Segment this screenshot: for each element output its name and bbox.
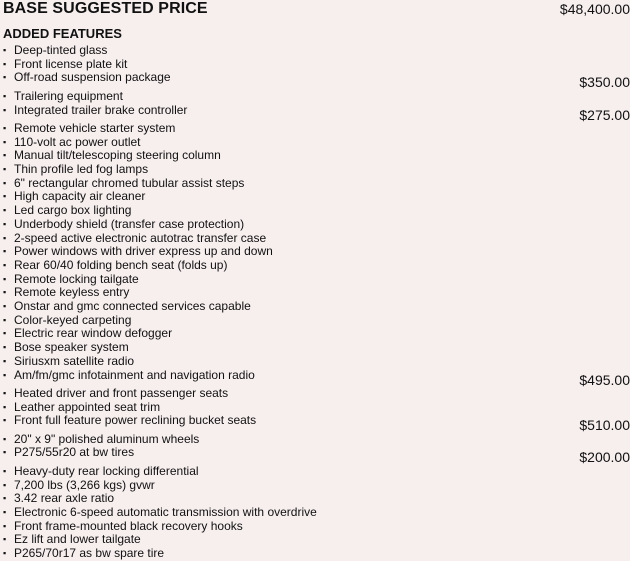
- bullet-icon: ▪: [3, 45, 7, 55]
- bullet-icon: ▪: [3, 401, 7, 412]
- feature-item: [3, 465, 630, 479]
- feature-item: [3, 414, 630, 432]
- bullet-icon: ▪: [3, 493, 7, 504]
- feature-item: [3, 245, 630, 259]
- feature-price: $275.00: [579, 106, 630, 123]
- bullet-icon: ▪: [3, 104, 7, 115]
- bullet-icon: ▪: [3, 164, 7, 174]
- bullet-icon: ▪: [3, 548, 7, 559]
- feature-item: [3, 300, 630, 314]
- feature-item: [3, 369, 630, 387]
- feature-item: [3, 218, 630, 232]
- feature-item: [3, 286, 630, 300]
- feature-item: [3, 149, 630, 163]
- feature-item: [3, 533, 630, 547]
- added-features-heading: ADDED FEATURES: [3, 26, 122, 41]
- feature-item: [3, 71, 630, 89]
- feature-label: Heavy-duty rear locking differential: [14, 463, 199, 478]
- feature-item: [3, 190, 630, 204]
- feature-item: [3, 355, 630, 369]
- feature-item: [3, 104, 630, 122]
- feature-label: Remote vehicle starter system: [14, 120, 176, 135]
- bullet-icon: ▪: [3, 58, 7, 69]
- bullet-icon: ▪: [3, 246, 7, 257]
- feature-price: $510.00: [579, 417, 630, 434]
- bullet-icon: ▪: [3, 369, 7, 380]
- feature-label: Electric rear window defogger: [14, 326, 173, 341]
- feature-item: [3, 520, 630, 534]
- base-price-row: [3, 0, 630, 18]
- base-price-label: BASE SUGGESTED PRICE: [3, 0, 208, 17]
- bullet-icon: ▪: [3, 72, 7, 83]
- feature-item: [3, 401, 630, 415]
- feature-label: Remote keyless entry: [14, 285, 130, 300]
- feature-label: High capacity air cleaner: [14, 189, 146, 204]
- bullet-icon: ▪: [3, 465, 7, 476]
- feature-label: Trailering equipment: [14, 88, 123, 103]
- feature-label: Siriusxm satellite radio: [14, 353, 135, 368]
- feature-item: [3, 433, 630, 447]
- feature-label: 20" x 9" polished aluminum wheels: [14, 431, 200, 446]
- feature-label: Front license plate kit: [14, 56, 128, 71]
- bullet-icon: ▪: [3, 506, 7, 517]
- feature-item: [3, 204, 630, 218]
- feature-item: [3, 58, 630, 72]
- bullet-icon: ▪: [3, 447, 7, 458]
- feature-label: Remote locking tailgate: [14, 271, 139, 286]
- feature-label: Electronic 6-speed automatic transmission with overdrive: [14, 504, 317, 519]
- feature-item: [3, 446, 630, 464]
- feature-label: 6" rectangular chromed tubular assist steps: [14, 175, 245, 190]
- added-features-list: [3, 44, 630, 561]
- feature-label: Deep-tinted glass: [14, 43, 108, 57]
- bullet-icon: ▪: [3, 136, 7, 147]
- feature-item: [3, 90, 630, 104]
- bullet-icon: ▪: [3, 479, 7, 490]
- feature-item: [3, 177, 630, 191]
- bullet-icon: ▪: [3, 177, 7, 188]
- feature-item: [3, 163, 630, 177]
- feature-label: Off-road suspension package: [14, 70, 171, 85]
- feature-label: Ez lift and lower tailgate: [14, 532, 141, 547]
- feature-label: Thin profile led fog lamps: [14, 162, 149, 176]
- bullet-icon: ▪: [3, 355, 7, 366]
- feature-label: P265/70r17 as bw spare tire: [14, 546, 165, 561]
- feature-label: Integrated trailer brake controller: [14, 102, 188, 117]
- feature-label: Am/fm/gmc infotainment and navigation radio: [14, 367, 255, 382]
- feature-label: Underbody shield (transfer case protection): [14, 216, 245, 231]
- bullet-icon: ▪: [3, 287, 7, 298]
- feature-label: Leather appointed seat trim: [14, 399, 161, 414]
- feature-label: Color-keyed carpeting: [14, 312, 132, 327]
- feature-label: 3.42 rear axle ratio: [14, 491, 115, 506]
- feature-item: [3, 492, 630, 506]
- feature-label: Bose speaker system: [14, 340, 129, 355]
- feature-label: Front full feature power reclining bucket seats: [14, 413, 257, 428]
- bullet-icon: ▪: [3, 191, 7, 202]
- feature-price: $495.00: [579, 371, 630, 388]
- bullet-icon: ▪: [3, 90, 7, 101]
- feature-item: [3, 122, 630, 136]
- feature-price: $350.00: [579, 74, 630, 91]
- bullet-icon: ▪: [3, 520, 7, 531]
- bullet-icon: ▪: [3, 534, 7, 545]
- feature-label: Power windows with driver express up and down: [14, 244, 273, 259]
- bullet-icon: ▪: [3, 433, 7, 444]
- bullet-icon: ▪: [3, 314, 7, 325]
- feature-label: 2-speed active electronic autotrac transfer case: [14, 230, 267, 245]
- feature-label: Front frame-mounted black recovery hooks: [14, 518, 243, 533]
- base-price-value: $48,400.00: [559, 1, 630, 17]
- feature-item: [3, 259, 630, 273]
- bullet-icon: ▪: [3, 259, 7, 270]
- feature-price: $200.00: [579, 449, 630, 466]
- feature-label: Led cargo box lighting: [14, 203, 132, 218]
- bullet-icon: ▪: [3, 218, 7, 229]
- bullet-icon: ▪: [3, 205, 7, 216]
- feature-item: [3, 327, 630, 341]
- bullet-icon: ▪: [3, 387, 7, 398]
- bullet-icon: ▪: [3, 415, 7, 426]
- feature-label: Heated driver and front passenger seats: [14, 385, 229, 400]
- feature-item: [3, 136, 630, 150]
- bullet-icon: ▪: [3, 150, 7, 161]
- feature-label: 7,200 lbs (3,266 kgs) gvwr: [14, 477, 155, 492]
- bullet-icon: ▪: [3, 232, 7, 243]
- bullet-icon: ▪: [3, 342, 7, 353]
- feature-item: [3, 232, 630, 246]
- feature-label: Manual tilt/telescoping steering column: [14, 148, 221, 163]
- feature-item: [3, 387, 630, 401]
- feature-label: Onstar and gmc connected services capable: [14, 299, 251, 314]
- bullet-icon: ▪: [3, 328, 7, 339]
- feature-item: [3, 479, 630, 493]
- bullet-icon: ▪: [3, 122, 7, 133]
- feature-label: Rear 60/40 folding bench seat (folds up): [14, 257, 228, 272]
- feature-label: P275/55r20 at bw tires: [14, 445, 135, 460]
- feature-item: [3, 314, 630, 328]
- feature-item: [3, 341, 630, 355]
- bullet-icon: ▪: [3, 273, 7, 284]
- feature-item: [3, 273, 630, 287]
- feature-label: 110-volt ac power outlet: [14, 134, 141, 149]
- feature-item: [3, 44, 630, 58]
- feature-item: [3, 506, 630, 520]
- bullet-icon: ▪: [3, 301, 7, 312]
